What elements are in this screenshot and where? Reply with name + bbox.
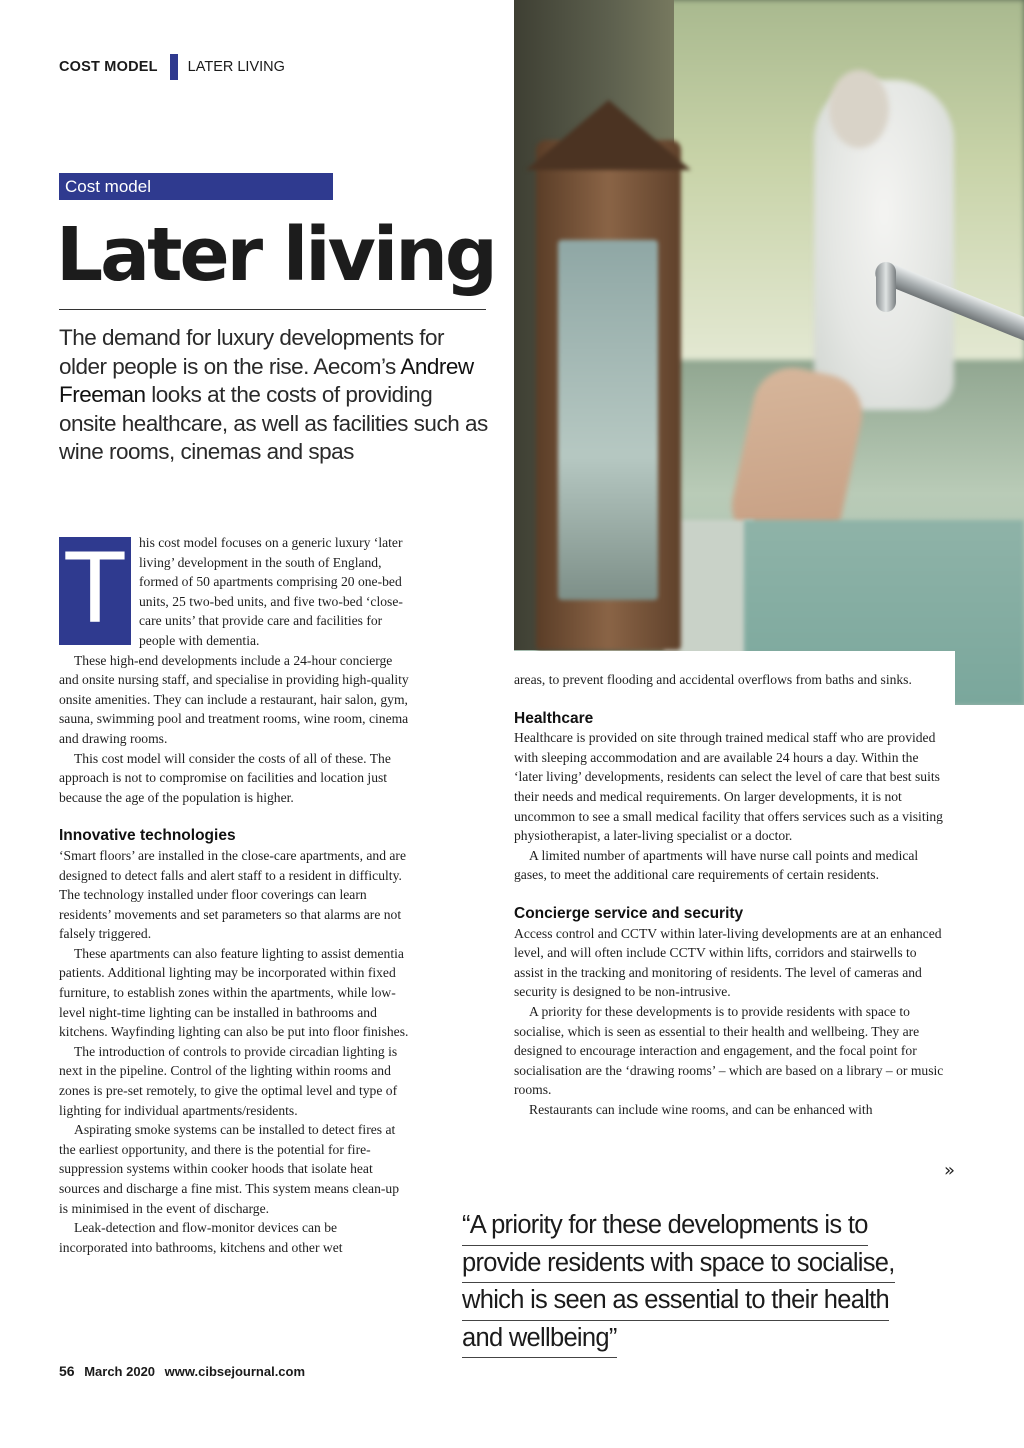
standfirst-text-before: The demand for luxury developments for older people is on the rise. Aecom’s <box>59 325 444 379</box>
subheading-concierge-security: Concierge service and security <box>514 904 744 922</box>
pull-quote-line: which is seen as essential to their health <box>462 1283 889 1321</box>
photo-lantern-glass <box>558 240 658 600</box>
intro-text: his cost model focuses on a generic luxury ‘later living’ development in the south of England, formed of 50 apartments comprising 20 one-bed units, 25 two-bed units, and five two-bed ‘close-care units’ that provide care and facilities for people with dementia. <box>139 535 403 648</box>
page-title: Later living <box>56 212 495 298</box>
pull-quote-line: provide residents with space to socialise, <box>462 1246 895 1284</box>
body-column-right <box>514 670 944 1119</box>
photo-handrail-post <box>876 262 896 312</box>
body-paragraph: This cost model will consider the costs of all of these. The approach is not to compromise on facilities and location just because the age of the population is higher. <box>59 750 391 805</box>
photo-person-head <box>829 70 889 148</box>
drop-cap: T <box>59 537 131 645</box>
body-paragraph: Access control and CCTV within later-living developments are at an enhanced level, and will often include CCTV within lifts, corridors and stairwells to assist in the tracking and monitoring of residents. The level of cameras and security is designed to be non-intrusive. <box>514 925 942 1000</box>
subheading-innovative-technologies: Innovative technologies <box>59 827 236 845</box>
body-paragraph: Healthcare is provided on site through trained medical staff who are provided with sleeping accommodation and are available 24 hours a day. Within the ‘later living’ developments, residents can select the level of care that best suits their needs and medical requirements. On larger developments, it is not uncommon to see a small medical facility that offers services such as a visiting physiotherapist, a later-living specialist or a doctor. <box>514 730 943 844</box>
body-paragraph: These apartments can also feature lighting to assist dementia patients. Additional lighting may be incorporated within fixed furniture, to establish zones within the apartments, while low-level night-time lighting can be installed in bathrooms and kitchens. Wayfinding lighting can also be put into floor finishes. <box>59 945 409 1040</box>
footer-folio <box>59 1363 305 1379</box>
body-paragraph: Aspirating smoke systems can be installed to detect fires at the earliest opportunity, and there is the potential for fire-suppression systems within cooker hoods that isolate heat sources and discharge a fine mist. This system means clean-up is minimised in the event of discharge. <box>59 1122 400 1216</box>
running-head-divider <box>170 54 178 80</box>
body-paragraph: A limited number of apartments will have nurse call points and medical gases, to meet the additional care requirements of certain residents. <box>514 847 919 883</box>
standfirst <box>59 324 489 467</box>
body-paragraph: The introduction of controls to provide circadian lighting is next in the pipeline. Control of the lighting within rooms and zones is pre-set remotely, to give the optimal level and type of lighting for individual apartments/residents. <box>59 1043 398 1118</box>
section-tag: Cost model <box>59 173 333 200</box>
website-link[interactable]: www.cibsejournal.com <box>164 1364 306 1379</box>
body-paragraph: These high-end developments include a 24-hour concierge and onsite nursing staff, and specialise in providing high-quality onsite amenities. They can include a restaurant, hair salon, gym, sauna, swimming pool and treatment rooms, wine room, cinema and drawing rooms. <box>59 652 409 746</box>
body-column-left <box>59 533 409 1257</box>
running-head-subsection: LATER LIVING <box>187 59 285 75</box>
body-paragraph: ‘Smart floors’ are installed in the close-care apartments, and are designed to detect falls and alert staff to a resident in difficulty. The technology installed under floor coverings can learn residents’ movements and set parameters so that alarms are not falsely triggered. <box>59 847 406 942</box>
hero-photo <box>514 0 1024 705</box>
issue-date: March 2020 <box>84 1364 156 1379</box>
photo-lantern <box>536 140 681 650</box>
title-rule <box>59 309 486 310</box>
page-number: 56 <box>59 1363 75 1379</box>
standfirst-text-after: looks at the costs of providing onsite healthcare, as well as facilities such as wine rooms, cinemas and spas <box>59 382 488 465</box>
body-paragraph: Restaurants can include wine rooms, and can be enhanced with <box>529 1101 873 1117</box>
pull-quote <box>462 1208 932 1358</box>
running-head-section: COST MODEL <box>59 59 158 75</box>
body-paragraph: A priority for these developments is to provide residents with space to socialise, which is seen as essential to their health and wellbeing. They are designed to encourage interaction and engagement, and the focal point for socialisation are the ‘drawing rooms’ – which are based on a library – or music rooms. <box>514 1003 944 1098</box>
body-paragraph: areas, to prevent flooding and accidental overflows from baths and sinks. <box>514 672 912 687</box>
byline: Andrew Freeman <box>59 353 474 408</box>
running-head <box>59 56 285 78</box>
continue-arrow-icon: » <box>944 1160 956 1181</box>
body-paragraph: Leak-detection and flow-monitor devices can be incorporated into bathrooms, kitchens and other wet <box>59 1220 343 1255</box>
intro-paragraph <box>59 533 409 651</box>
subheading-healthcare: Healthcare <box>514 709 594 727</box>
pull-quote-line: “A priority for these developments is to <box>462 1208 868 1246</box>
pull-quote-line: and wellbeing” <box>462 1321 617 1359</box>
